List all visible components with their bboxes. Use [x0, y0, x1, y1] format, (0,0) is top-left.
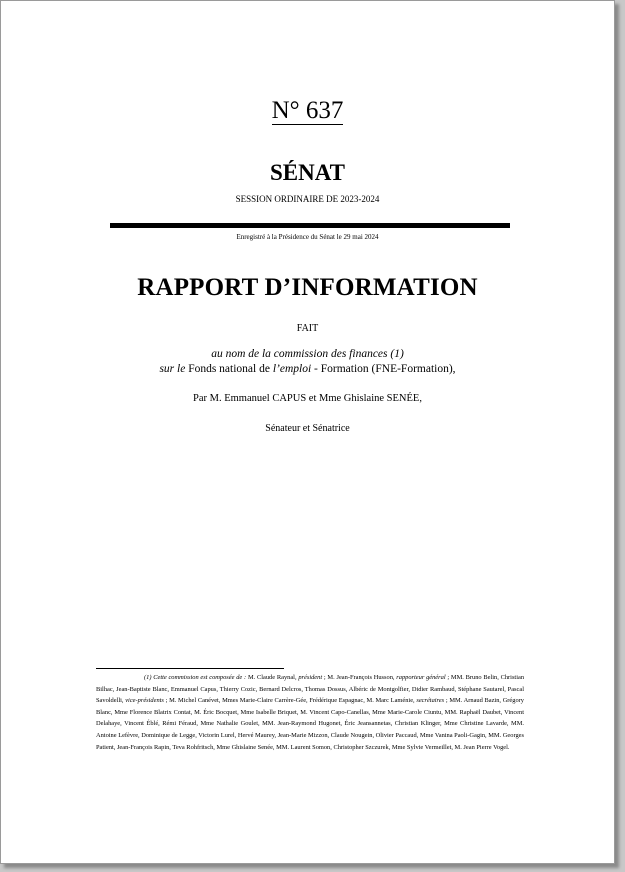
document-title: RAPPORT D’INFORMATION	[137, 274, 478, 301]
subject-italic: l’emploi	[272, 363, 312, 375]
vice-presidents-label: vice-présidents	[125, 697, 164, 705]
header-rule	[110, 223, 510, 228]
report-number-text: N° 637	[271, 97, 344, 124]
president-label: président	[298, 674, 323, 681]
footnote-text-1: M. Claude Raynal,	[247, 674, 299, 681]
secretaries-label: secrétaires	[416, 697, 445, 705]
rapporteur-label: rapporteur général	[396, 674, 446, 681]
registration-line: Enregistré à la Présidence du Sénat le 29 mai 2024	[236, 233, 379, 241]
subject-part-2: - Formation (FNE-Formation),	[311, 363, 456, 375]
footnote-text-4: ; M. Michel Canévet, Mmes Marie-Claire Carrère-Gée, Frédérique Espagnac, M. Marc Laménie,	[163, 697, 417, 705]
report-number	[1, 97, 614, 125]
commission-line: au nom de la commission des finances (1)	[211, 348, 404, 360]
subject-line	[1, 363, 614, 375]
fait-line: FAIT	[296, 323, 319, 334]
authors-line: Par M. Emmanuel CAPUS et Mme Ghislaine SENÉE,	[193, 393, 422, 404]
footnote-rule	[96, 668, 284, 669]
subject-part-1: Fonds national de	[188, 363, 273, 375]
footnote-text-2: ; M. Jean-François Husson,	[322, 674, 397, 681]
footnote-text-3: ; MM. Bruno Belin, Christian Bilhac, Jean-Baptiste Blanc, Emmanuel Capus, Thierry Cozic, Bernard Delcros, Thomas Dossus, Albéric de Montgolfier, Didier Rambaud, Stéphane Sautarel, Pascal Savoldelli,	[96, 674, 525, 705]
role-line: Sénateur et Sénatrice	[265, 423, 350, 434]
institution-name: SÉNAT	[270, 160, 345, 185]
footnote	[96, 672, 524, 753]
footnote-text-5: ; MM. Arnaud Bazin, Grégory Blanc, Mme Florence Blatrix Contat, M. Éric Bocquet, Mme Isabelle Briquet, M. Vincent Capo-Canellas, Mme Marie-Carole Ciuntu, MM. Raphaël Daubet, Vincent Delahaye, Vincent Éblé, Rémi Féraud, Mme Nathalie Goulet, MM. Jean-Raymond Hugonet, Éric Jeansannetas, Christian Klinger, Mme Christine Lavarde, MM. Antoine Lefèvre, Dominique de Legge, Victorin Lurel, Hervé Maurey, Jean-Marie Mizzon, Claude Nougein, Olivier Paccaud, Mme Vanina Paoli-Gagin, MM. Georges Patient, Jean-François Rapin, Teva Rohfritsch, Mme Ghislaine Senée, MM. Laurent Somon, Christopher Szczurek, Mme Sylvie Vermeillet, M. Jean Pierre Vogel.	[96, 697, 524, 751]
footnote-intro: (1) Cette commission est composée de :	[144, 674, 248, 681]
subject-prefix: sur le	[159, 363, 189, 375]
session-line: SESSION ORDINAIRE DE 2023-2024	[235, 194, 380, 204]
